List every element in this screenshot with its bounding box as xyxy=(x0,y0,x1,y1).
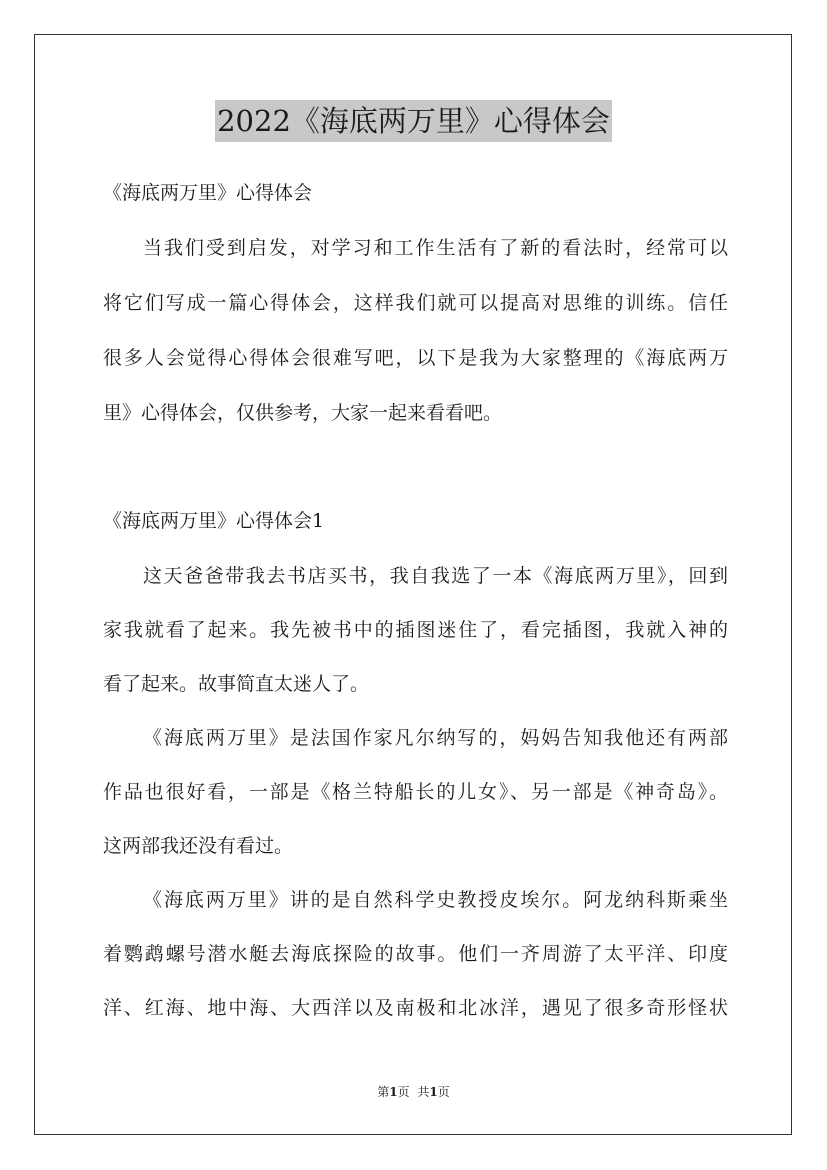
intro-line-1: 当我们受到启发，对学习和工作生活有了新的看法时，经常可以 xyxy=(143,237,728,259)
footer-page-suffix: 页 xyxy=(397,1085,410,1099)
footer-page-number: 1 xyxy=(389,1085,398,1099)
para1-line-1: 这天爸爸带我去书店买书，我自我选了一本《海底两万里》，回到 xyxy=(143,565,728,587)
para1-line-2: 家我就看了起来。我先被书中的插图迷住了，看完插图，我就入神的 xyxy=(103,619,728,641)
para1-line-3: 看了起来。故事简直太迷人了。 xyxy=(103,673,370,695)
intro-line-2: 将它们写成一篇心得体会，这样我们就可以提高对思维的训练。信任 xyxy=(103,292,728,314)
footer-total-prefix: 共 xyxy=(417,1085,430,1099)
document-title: 2022《海底两万里》心得体会 xyxy=(215,100,612,142)
para3-line-3: 洋、红海、地中海、大西洋以及南极和北冰洋，遇见了很多奇形怪状 xyxy=(103,997,728,1019)
para3-line-1: 《海底两万里》讲的是自然科学史教授皮埃尔。阿龙纳科斯乘坐 xyxy=(143,889,728,911)
footer-total-pages: 1 xyxy=(429,1085,438,1099)
para3-line-2: 着鹦鹉螺号潜水艇去海底探险的故事。他们一齐周游了太平洋、印度 xyxy=(103,943,728,965)
footer-prefix: 第 xyxy=(377,1085,390,1099)
section-heading: 《海底两万里》心得体会 xyxy=(103,182,313,204)
page-footer xyxy=(0,1084,827,1100)
para2-line-2: 作品也很好看，一部是《格兰特船长的儿女》、另一部是《神奇岛》。 xyxy=(103,781,728,803)
section-heading-1: 《海底两万里》心得体会1 xyxy=(103,510,325,532)
para2-line-3: 这两部我还没有看过。 xyxy=(103,835,294,857)
intro-line-3: 很多人会觉得心得体会很难写吧，以下是我为大家整理的《海底两万 xyxy=(103,347,728,369)
footer-total-suffix: 页 xyxy=(437,1085,450,1099)
intro-line-4: 里》心得体会，仅供参考，大家一起来看看吧。 xyxy=(103,402,503,424)
title-wrapper xyxy=(0,100,827,142)
para2-line-1: 《海底两万里》是法国作家凡尔纳写的，妈妈告知我他还有两部 xyxy=(143,727,728,749)
